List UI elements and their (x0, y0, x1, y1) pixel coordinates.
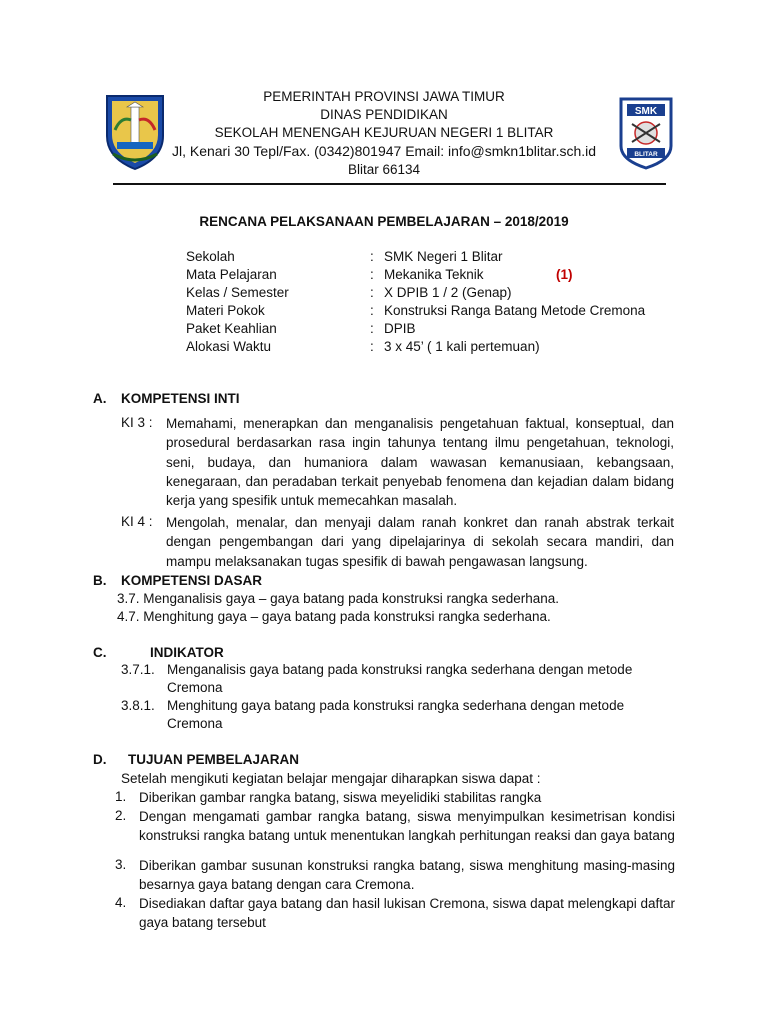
objective-number: 3. (115, 857, 127, 872)
objectives-intro: Setelah mengikuti kegiatan belajar mengajar diharapkan siswa dapat : (121, 771, 541, 786)
objective-text: Disediakan daftar gaya batang dan hasil lukisan Cremona, siswa dapat melengkapi daftar gaya batang tersebut (139, 896, 675, 931)
identity-label-class: Kelas / Semester (186, 285, 289, 300)
identity-label-subject: Mata Pelajaran (186, 267, 277, 282)
identity-value-time: 3 x 45’ ( 1 kali pertemuan) (384, 339, 540, 354)
objective-number: 2. (115, 808, 127, 823)
identity-value-program: DPIB (384, 321, 416, 336)
section-c-letter: C. (93, 645, 107, 660)
section-a-title: KOMPETENSI INTI (121, 391, 240, 406)
indicator-text: Menganalisis gaya batang pada konstruksi rangka sederhana dengan metode (167, 662, 633, 677)
header-government: PEMERINTAH PROVINSI JAWA TIMUR (263, 89, 505, 104)
identity-value-topic: Konstruksi Ranga Batang Metode Cremona (384, 303, 646, 318)
identity-colon: : (370, 303, 374, 318)
identity-value-school: SMK Negeri 1 Blitar (384, 249, 503, 264)
section-d-title: TUJUAN PEMBELAJARAN (128, 752, 300, 767)
indicator-number: 3.8.1. (121, 698, 155, 713)
section-c-title: INDIKATOR (150, 645, 224, 660)
identity-value-class: X DPIB 1 / 2 (Genap) (384, 285, 512, 300)
objective-text: Diberikan gambar rangka batang, siswa meyelidiki stabilitas rangka (139, 790, 542, 805)
ki3-label: KI 3 : (121, 415, 153, 430)
header-department: DINAS PENDIDIKAN (320, 107, 448, 122)
basic-competence-item: 3.7. Menganalisis gaya – gaya batang pada konstruksi rangka sederhana. (117, 591, 560, 606)
section-a-letter: A. (93, 391, 107, 406)
identity-label-program: Paket Keahlian (186, 321, 277, 336)
identity-value-subject: Mekanika Teknik (384, 267, 484, 282)
ki4-label: KI 4 : (121, 514, 153, 529)
letterhead-divider (113, 183, 666, 185)
smk-logo-text: SMK (634, 106, 658, 117)
identity-colon: : (370, 249, 374, 264)
objective-number: 1. (115, 789, 127, 804)
page-marker: (1) (556, 267, 573, 282)
section-b-letter: B. (93, 573, 107, 588)
identity-colon: : (370, 321, 374, 336)
identity-colon: : (370, 285, 374, 300)
basic-competence-item: 4.7. Menghitung gaya – gaya batang pada konstruksi rangka sederhana. (117, 609, 551, 624)
identity-label-school: Sekolah (186, 249, 235, 264)
identity-colon: : (370, 267, 374, 282)
smk-logo-bottom-text: BLITAR (634, 151, 658, 158)
section-d-letter: D. (93, 752, 107, 767)
indicator-text: Menghitung gaya batang pada konstruksi rangka sederhana dengan metode (167, 698, 625, 713)
indicator-text-cont: Cremona (167, 680, 223, 695)
header-school-name: SEKOLAH MENENGAH KEJURUAN NEGERI 1 BLITAR (214, 125, 554, 140)
identity-colon: : (370, 339, 374, 354)
identity-label-time: Alokasi Waktu (186, 339, 272, 354)
objective-text: Diberikan gambar susunan konstruksi rangka batang, siswa menghitung masing-masing besarnya gaya batang dengan cara Cremona. (139, 858, 675, 893)
objective-number: 4. (115, 895, 127, 910)
ki3-text: Memahami, menerapkan dan menganalisis pengetahuan faktual, konseptual, dan prosedural berdasarkan rasa ingin tahunya tentang ilmu pengetahuan, teknologi, seni, budaya, dan humaniora dalam wawasan kemanusiaan, kebangsaan, kenegaraan, dan peradaban terkait penyebab fenomena dan kejadian dalam bidang kerja yang spesifik untuk memecahkan masalah. (166, 416, 674, 509)
header-address: Jl, Kenari 30 Tepl/Fax. (0342)801947 Email: info@smkn1blitar.sch.id (171, 143, 597, 159)
header-city: Blitar 66134 (347, 162, 421, 177)
document-title: RENCANA PELAKSANAAN PEMBELAJARAN – 2018/2019 (199, 214, 569, 229)
ki4-text: Mengolah, menalar, dan menyaji dalam ranah konkret dan ranah abstrak terkait dengan pengembangan dari yang dipelajarinya di sekolah secara mandiri, dan mampu melaksanakan tugas spesifik di bawah pengawasan langsung. (166, 515, 674, 569)
objective-text: Dengan mengamati gambar rangka batang, siswa menyimpulkan kesimetrisan kondisi konstruksi rangka batang untuk menentukan langkah perhitungan reaksi dan gaya batang (139, 809, 675, 844)
section-b-title: KOMPETENSI DASAR (121, 573, 263, 588)
indicator-text-cont: Cremona (167, 716, 223, 731)
indicator-number: 3.7.1. (121, 662, 155, 677)
identity-label-topic: Materi Pokok (186, 303, 265, 318)
